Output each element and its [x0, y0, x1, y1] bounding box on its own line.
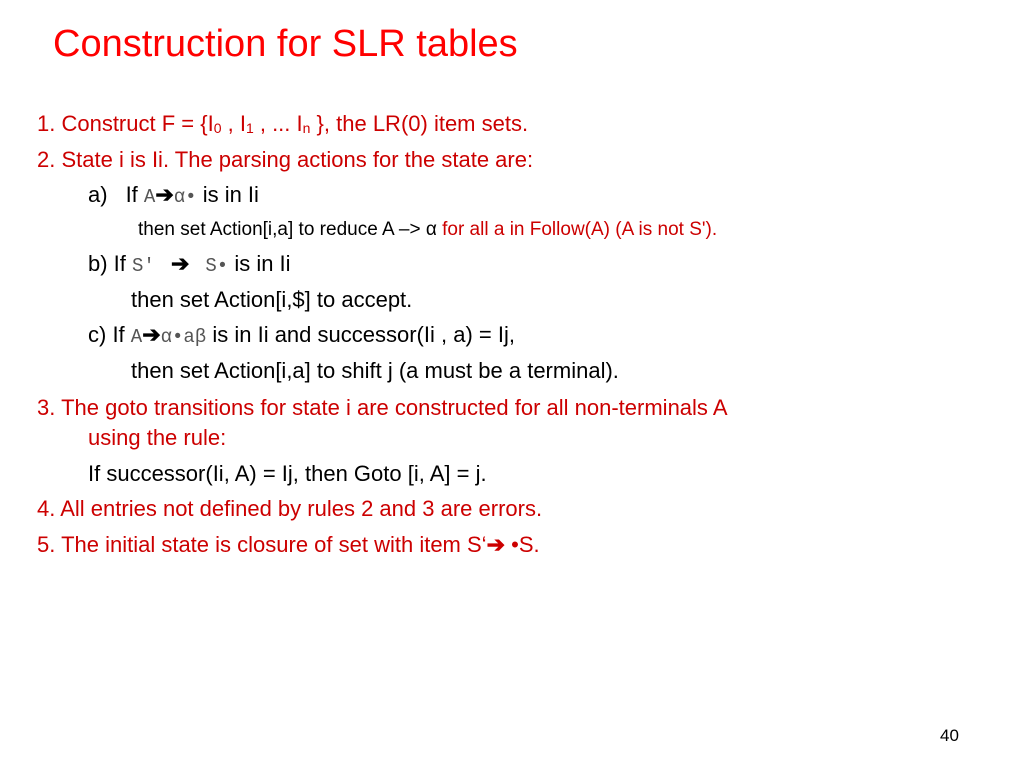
step-2b-rhs: S•: [205, 255, 229, 277]
step-2c-rhs: α•aβ: [160, 326, 207, 348]
step-2b-rest: is in Ii: [228, 251, 291, 276]
step-2b-label: b) If: [88, 251, 133, 276]
step-2c-label: c) If: [88, 322, 131, 347]
step-2a-then: [138, 216, 717, 244]
step-2a-label: a): [88, 182, 108, 207]
step-3-rule: If successor(Ii, A) = Ij, then Goto [i, A] = j.: [88, 461, 487, 486]
step-2a-lhs: A: [143, 186, 156, 208]
step-2b: [88, 250, 291, 280]
step-2c-lhs: A: [130, 326, 143, 348]
arrow-icon: ➔: [155, 182, 174, 207]
step-5-text: 5. The initial state is closure of set with item S‘: [37, 532, 487, 557]
arrow-icon: ➔: [170, 251, 190, 276]
slide-title: Construction for SLR tables: [53, 23, 518, 65]
step-2a-then-highlight: for all a in Follow(A) (A is not S').: [442, 219, 718, 240]
step-2b-then: then set Action[i,$] to accept.: [131, 287, 413, 312]
step-2b-lhs: S': [132, 255, 155, 277]
step-1-prefix: 1. Construct F = {I: [37, 111, 214, 136]
step-1-suffix: }, the LR(0) item sets.: [310, 111, 529, 136]
step-2a-then-text: then set Action[i,a] to reduce A –> α: [138, 219, 443, 240]
step-4: 4. All entries not defined by rules 2 and 3 are errors.: [37, 496, 543, 521]
step-1-sub1: 1: [245, 120, 254, 136]
step-5-end: •S.: [505, 532, 540, 557]
step-3-line2: using the rule:: [88, 425, 227, 450]
step-2a-rest: is in Ii: [196, 182, 259, 207]
arrow-icon: ➔: [486, 532, 505, 557]
step-2c: [88, 321, 515, 351]
step-2c-then: then set Action[i,a] to shift j (a must be a terminal).: [131, 358, 619, 383]
step-1: [37, 110, 528, 140]
step-2: 2. State i is Ii. The parsing actions for the state are:: [37, 147, 534, 172]
step-1-mid2: , ... I: [253, 111, 303, 136]
step-2a-rhs: α•: [173, 186, 197, 208]
step-2c-rest: is in Ii and successor(Ii , a) = Ij,: [206, 322, 515, 347]
step-2a: [88, 181, 259, 211]
step-3-line1: 3. The goto transitions for state i are constructed for all non-terminals A: [37, 395, 728, 420]
page-number: 40: [940, 726, 959, 745]
step-2a-if: If: [125, 182, 138, 207]
step-1-subn: n: [302, 120, 311, 136]
arrow-icon: ➔: [142, 322, 161, 347]
step-1-mid1: , I: [221, 111, 246, 136]
step-5: [37, 531, 540, 559]
step-1-sub0: 0: [213, 120, 222, 136]
